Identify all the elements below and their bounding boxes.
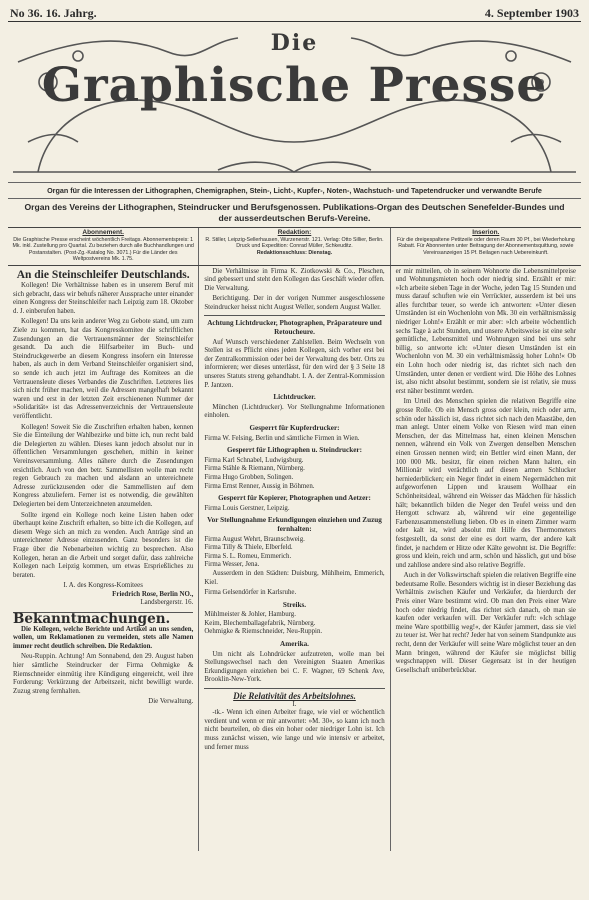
paragraph: Die Verhältnisse in Firma K. Ziotkowski & Co., Pleschen, sind gebessert und steht den Kollegen das Geschäft wieder offen. Die Verwaltung. [204, 267, 385, 292]
paragraph: Neu-Ruppin. Achtung! Am Sonnabend, den 29. August haben hier sämtliche Steindrucker der Firma Oehmigke & Riemschneider einmütig ihre Kündigung eingereicht, weil ihre Forderung: Verkürzung der Arbeitszeit, nicht bewilligt wurde. Zuzug streng fernhalten. [13, 653, 194, 695]
paragraph: München (Lichtdrucker). Vor Stellungnahme Informationen einholen. [204, 403, 385, 420]
paragraph: Ausserdem in den Städten: Duisburg, Mühlheim, Emmerich, Kiel. [204, 569, 385, 586]
section-heading: Lichtdrucker. [273, 393, 316, 402]
info-boxes [8, 228, 581, 266]
inserion-title: Inserion. [472, 229, 500, 236]
list-item: Firma Hugo Grobben, Solingen. [204, 473, 294, 481]
section-heading: Amerika. [280, 640, 309, 649]
section-heading: Achtung Lichtdrucker, Photographen, Präparateure und Retoucheure. [207, 319, 382, 337]
organ-line-2: Organ des Vereins der Lithographen, Steindrucker und Berufsgenossen. Publikations-Organ des Deutschen Senefelder-Bundes und der ausserdeutschen Berufs-Vereine. [8, 199, 581, 228]
redaktion-close: Redaktionsschluss: Dienstag. [256, 249, 333, 256]
title-die: Die [270, 30, 319, 56]
list-item: Mühlmeister & Johler, Hamburg. [204, 611, 296, 619]
redaktion-text: R. Stiller, Leipzig-Sellerhausen, Wurzenerstr. 121. Verlag: Otto Sillier, Berlin. Druck und Expedition: Conrad Müller, Schkeuditz. [205, 236, 384, 249]
redaktion-box [199, 228, 390, 265]
organ-line-1: Organ für die Interessen der Lithographen, Chemigraphen, Stein-, Licht-, Kupfer-, Noten-, Wachstuch- und Tapetendrucker und verwandte Berufe [8, 183, 581, 199]
paragraph: Firma Gelsendörfer in Karlsruhe. [204, 589, 297, 597]
paragraph: Kollegen! Soweit Sie die Zuschriften erhalten haben, kennen Sie die Einteilung der Wahlbezirke und bitte ich, nun recht bald die Delegierten zu wählen. Dieses kann jedoch absolut nur in öffentlichen Versammlungen geschehen, mithin in keiner Vereinsversammlung. Alles nähere durch die Zusendungen ersichtlich. Auch von den betr. Sammellisten wolle man recht regen Gebrauch zu machen und alsdann an untereichnete Adresse zurückzusenden oder die Sammellisten auf dem Kongress abzuliefern. Ferner ist es notwendig, die gewählten Delegierten bei dem Unterzeichneten anzumelden. [13, 423, 194, 508]
column-3 [391, 266, 581, 851]
signature-name: Friedrich Rose, Berlin NO., [112, 590, 194, 598]
list-item: Keim, Blechemballagefabrik, Nürnberg. [204, 619, 316, 627]
list-item: Firma S. L. Romeu, Emmerich. [204, 552, 292, 560]
paragraph: Im Urteil des Menschen spielen die relativen Begriffe eine grosse Rolle. Ob ein Mensch gross oder klein, reich oder arm, schön oder hässlich ist, dass richtet sich nach den Maastäbe, den man anlegt. Unter einem Volke von Riesen wird man einen Menschen, der das Mittelmass hat, einen kleinen Menschen nennen, während ein Volk von Zwergen denselben Menschen einen Grossen nennen wird; ein Bettler wird einen Mann, der 100 000 Mk. besitzt, für einen reichen Mann halten, ein Millionär wird verächtlich auf diesen armen Schlucker herniederblicken; ein Neger findet in einem Negermädchen mit aufgeworfenen Lippen und krausem Wollhaar ein Schönheitsideal, während ein Weisser das Mädchen für hässlich hält; bekanntlich bilden die Neger den Teufel weiss und den Herrgott schwarz ab, während wir eine gegenteilige Farbenzusammenstellung lieben. Ob es in einem Zimmer warm oder kalt ist, wird absolut mit Hilfe des Thermometers festgestellt, da sonst der eine es dort warm, der andere kalt findet, je nachdem er Hitze oder Kälte gewohnt ist. Die Begriffe: gross und klein, reich und arm, schön und hässlich, gut und böse und zahllose andere sind also relative Begriffe. [395, 398, 576, 569]
paragraph: Sollte irgend ein Kollege noch keine Listen haben oder überhaupt keine Zuschrift erhalten, so bitte ich die Kollegen, auf diesem Wege sich an mich zu wenden. Auch Anträge sind an untereichneter Adresse einzusenden. Ganz besonders ist die Frage über die Nebenarbeiten wichtig zu besprechen. Also Kollegen, heran an die Arbeit und sorget dafür, dass zahlreiche Kollegen nach Leipzig kommen, um etwas Ersprießliches zu beraten. [13, 511, 194, 579]
signature-address: Landsbergerstr. 16. [140, 599, 194, 607]
inserion-text: Für die dreigespaltene Petitzeile oder deren Raum 30 Pf., bei Wiederholung Rabatt. Für Abonnenten unter Beitragung der Abonnementsquittung, sowie Vereinsanzeigen 15 Pf. Beilagen nach Uebereinkunft. [396, 236, 575, 256]
paragraph: er mir mitteilen, ob in seinem Wohnorte die Lebensmittelpreise und Wohnungsmieten hoch oder niedrig sind. Erzählt er mir: »Ich arbeite sieben Tage in der Woche, jeden Tag 15 Stunden und muss darauf schuften wie ein Verrückter, ausserdem ist bei uns alles furchtbar teuer, so werde ich antworten: »Unter diesen Umständen ist ein Wochenlohn von Mk. 30 ein verhältnismässig niedriger Lohn!« Erzählt er mir aber: »Ich arbeite wöchentlich sechs Tage à acht Stunden, und unsere Arbeitsweise ist eine sehr gemütliche, Lebensmittel und Wohnungen sind bei uns sehr billig, so antworte ich: »Unter diesen Umständen ist ein Wochenlohn von M. 30 ein verhältnismässig hoher Lohn!« Ob ein Lohn hoch oder niedrig ist, das richtet sich nach den Umständen, unter denen er verdient wird. Die Höhe des Lohnes ist, also nicht absolut bestimmt, sondern sie ist relativ, sie muss erst näher bestimmt werden. [395, 267, 576, 395]
article-part-number: I. [292, 700, 297, 708]
issue-number: No 36. 16. Jahrg. [10, 6, 97, 20]
paragraph: Um nicht als Lohndrücker aufzutreten, wolle man bei Stellungswechsel nach den Vereinigten Staaten Amerikas Erkundigungen einziehen bei C. F. Wagner, 69 Schenk Ave, Brooklin-New-York. [204, 650, 385, 684]
section-heading: Gesperrt für Kopierer, Photographen und Aetzer: [218, 494, 371, 503]
article-heading-steinschleifer: An die Steinschleifer Deutschlands. [16, 268, 190, 281]
section-heading: Gesperrt für Lithographen u. Steindrucker: [226, 446, 362, 455]
paragraph: -tk.- Wenn ich einen Arbeiter frage, wie viel er wöchentlich verdient und wenn er mir antwortet: »M. 30«, so kann ich noch nicht beurteilen, ob dies ein hoher oder niedriger Lohn ist. Ich muss zunächst wissen, wie lange und wie intensiv er arbeitet, und ferner muss [204, 709, 385, 751]
issue-line [8, 6, 581, 22]
list-item: Firma Tilly & Thiele, Elberfeld. [204, 544, 293, 552]
list-item: Firma Wesser, Jena. [204, 561, 260, 569]
list-item: Oehmigke & Riemschneider, Neu-Ruppin. [204, 628, 323, 636]
text-columns [8, 266, 581, 851]
paragraph: Auf Wunsch verschiedener Zahlstellen. Beim Wechseln von Stellen ist es Pflicht eines jeden Kollegen, sich vorher erst bei der Zentralkommission oder bei der Verwaltung des betr. Orts zu informieren; wer dieses unterlässt, für den wird der § 3 Seite 18 unseres Statuts streng gehandhabt. I. A. der Zentral-Kommission P. Jantzen. [204, 338, 385, 389]
signature-line: I. A. des Kongress-Komitees [63, 582, 143, 590]
list-item: Firma Stähle & Riemann, Nürnberg. [204, 465, 305, 473]
paragraph: Firma W. Felsing, Berlin und sämtliche Firmen in Wien. [204, 434, 360, 442]
list-item: Firma August Wehrt, Braunschweig. [204, 535, 305, 543]
abonnement-text: Die Graphische Presse erscheint wöchentlich Freitags. Abonnementspreis: 1 Mk. inkl. Zustellung pro Quartal. Zu beziehen durch alle Buchhandlungen und Postanstalten. (Post-Zg.-Katalog No. 3071.) Für die Länder des Weltpostvereins Mk. 1.75. [12, 236, 194, 262]
redaktion-title: Redaktion: [277, 229, 312, 236]
divider [204, 315, 384, 316]
masthead [8, 22, 581, 183]
paragraph: Berichtigung. Der in der vorigen Nummer ausgeschlossene Steindrucker heisst nicht August Weller, sondern August Waller. [204, 295, 385, 311]
abonnement-title: Abonnement. [82, 229, 124, 236]
paragraph: Kollegen! Da uns kein anderer Weg zu Gebote stand, um zum Ziele zu kommen, hat das Kongresskomitee die schriftlichen Zusendungen an die Vertrauensmänner der Steinschleifer gesandt. Da auch die Hilfsarbeiter im Buch- und Steindruckgewerbe an diesem Kongress insofern ein Interesse haben, als auch in dem Verband Steinschleifer organisiert sind, so sende ich auch jetzt im Auftrage des Komitees an die Vertrauensleute dieses Verbandes die Zuschriften. Letzteres lies sich nicht früher machen, weil die Adressen mangelhaft bekannt waren und erst in der letzten Zeit erschienenen Nummer der »Solidarität« ist das Adressenverzeichnis der Vertrauensleute veröffentlicht. [13, 318, 194, 420]
list-item: Firma Ernst Renner, Aussig in Böhmen. [204, 482, 315, 490]
column-2 [199, 266, 390, 851]
issue-date: 4. September 1903 [484, 6, 579, 20]
signature-verwaltung: Die Verwaltung. [148, 698, 194, 706]
section-heading: Vor Stellungnahme Erkundigungen einziehen und Zuzug fernhalten: [207, 516, 382, 533]
section-heading: Streiks. [282, 600, 307, 609]
bekanntmachungen-heading: Bekanntmachungen. [13, 612, 193, 624]
list-item: Firma Karl Schnabel, Ludwigsburg. [204, 456, 304, 464]
section-heading: Gesperrt für Kupferdrucker: [249, 424, 340, 432]
inserion-box [391, 228, 581, 265]
paragraph: Kollegen! Die Verhältnisse haben es in unserem Beruf mit sich gebracht, dass wir behufs näherer Aussprache unter einander einen Kongress der Steinschleifer nach Leipzig zum 18. Oktober d. J. einberufen haben. [13, 282, 194, 315]
paragraph: Auch in der Volkswirtschaft spielen die relativen Begriffe eine bedeutsame Rolle. Besonders wichtig ist in dieser Beziehung das Verhältnis zwischen Käufer und Verkäufer, da hierdurch der Preis einer Ware bestimmt wird. Ob man den Preis einer Ware hoch oder niedrig findet, das richtet sich danach, ob man sie kaufen oder verkaufen will. Der Verkäufer ruft: »Ich schlage meine Ware spottbillig weg!«, der Käufer jammert, dass sie viel zu teuer ist. Wer hat recht? Jeder hat von seinem Standpunkte aus recht, denn der Verkäufer will seine Ware möglichst teuer an den Mann bringen, während der Käufer sie möglichst billig wegschnappen will. Dieser Gegensatz ist in der heutigen Gesellschaft unüberbrückbar. [395, 572, 576, 674]
column-1 [8, 266, 199, 851]
paragraph: Die Kollegen, welche Berichte und Artikel an uns senden, wollen, um Reklamationen zu vermeiden, stets alle Namen immer recht deutlich schreiben. Die Redaktion. [13, 625, 194, 650]
divider [204, 688, 384, 689]
newspaper-title: Graphische Presse [41, 58, 548, 113]
abonnement-box [8, 228, 199, 265]
article-heading-relativitaet: Die Relativität des Arbeitslohnes. [233, 691, 356, 702]
paragraph: Firma Louis Gerstner, Leipzig. [204, 504, 290, 512]
